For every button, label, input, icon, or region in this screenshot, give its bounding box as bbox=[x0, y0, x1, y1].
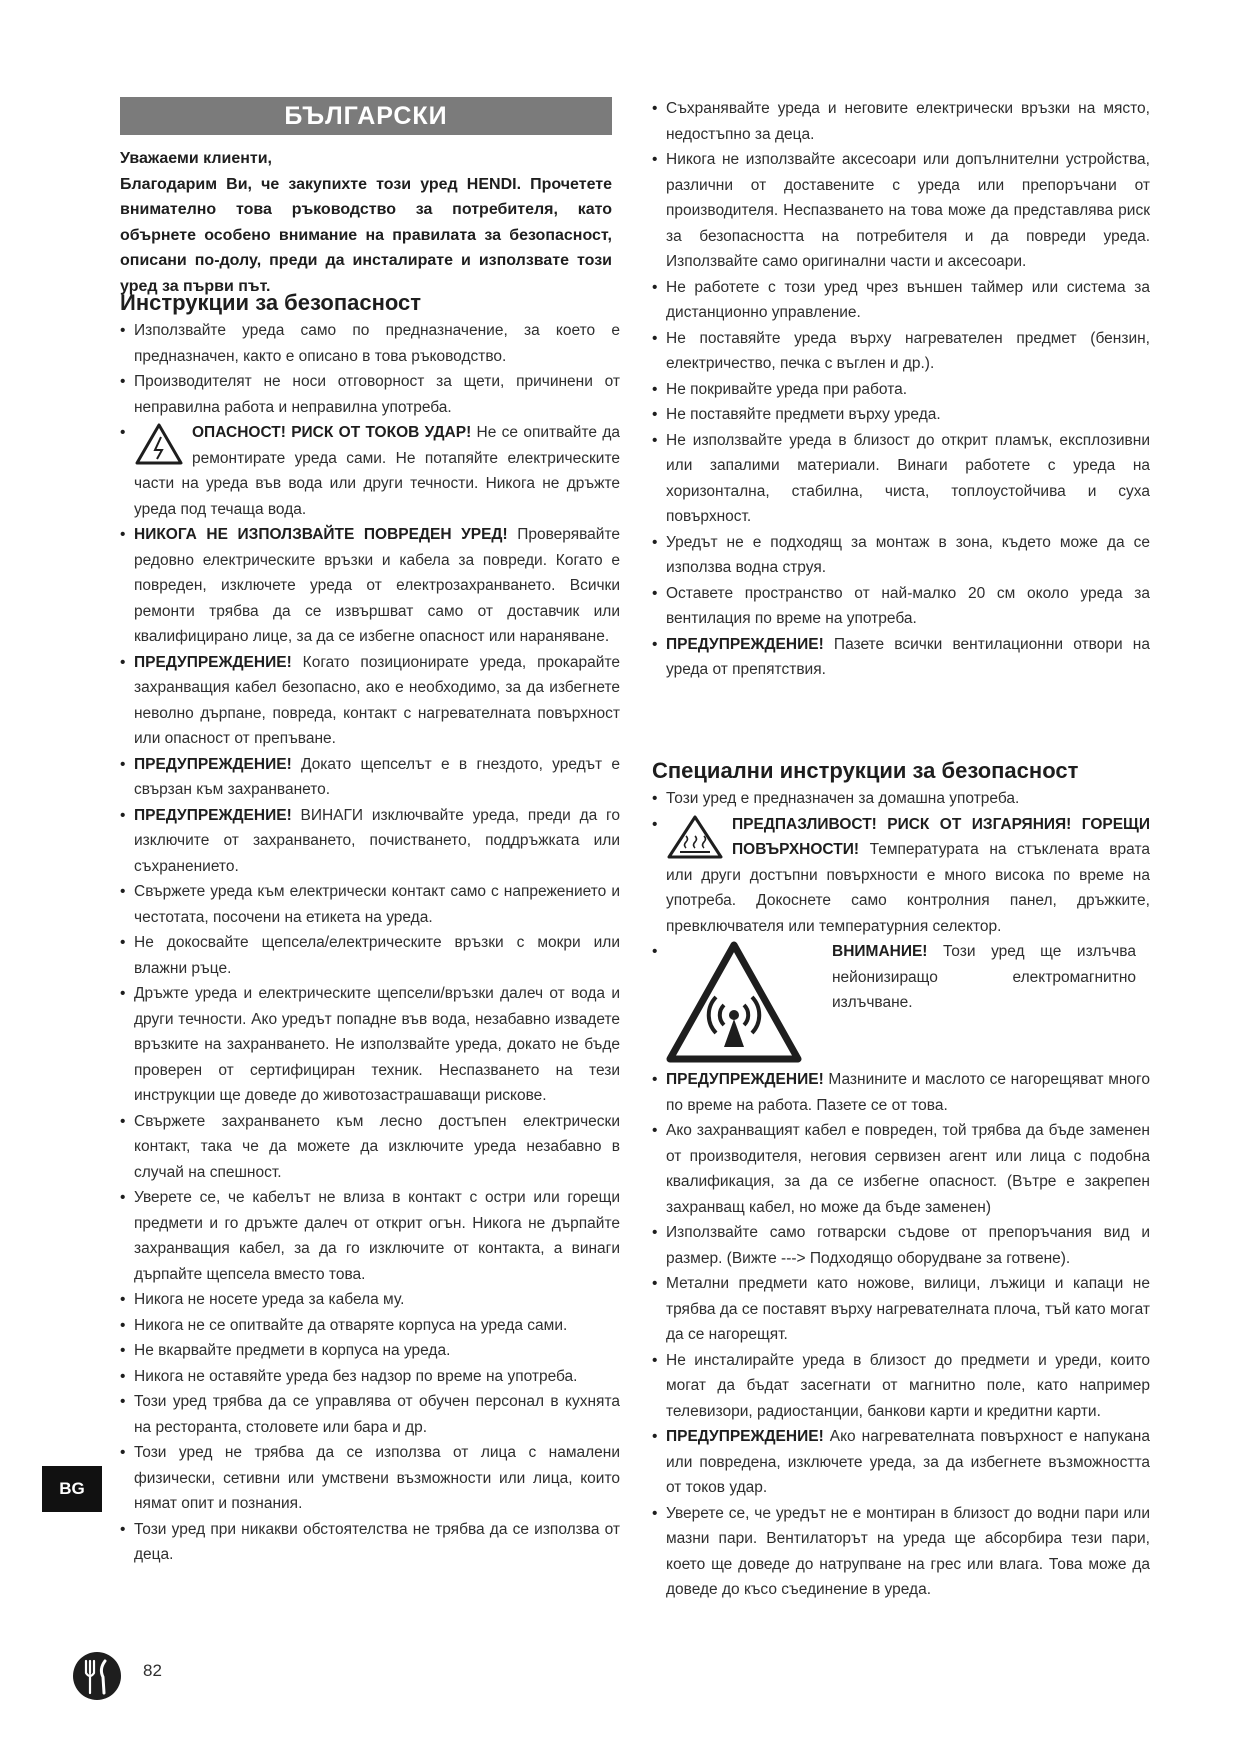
hot-surface-warning-icon bbox=[666, 814, 724, 860]
safety-list-left bbox=[120, 318, 620, 1568]
list-item: • Не инсталирайте уреда в близост до предмети и уреди, които могат да бъдат засегнати от магнитно поле, като например телевизори, радиостанции, банкови карти и кредитни карти. bbox=[652, 1348, 1150, 1425]
list-item: • ПРЕДУПРЕЖДЕНИЕ! Когато позиционирате уреда, прокарайте захранващия кабел безопасно, ако е необходимо, за да избегнете неволно дърпане, повреда, контакт с нагревателната повърхност или опасност от препъване. bbox=[120, 650, 620, 752]
list-item: • Никога не оставяйте уреда без надзор по време на употреба. bbox=[120, 1364, 620, 1390]
language-banner: БЪЛГАРСКИ bbox=[120, 97, 612, 135]
list-item: • Използвайте уреда само по предназначение, за което е предназначен, както е описано в това ръководство. bbox=[120, 318, 620, 369]
list-item: • Уредът не е подходящ за монтаж в зона, където може да се използва водна струя. bbox=[652, 530, 1150, 581]
list-item: • Не поставяйте уреда върху нагревателен предмет (бензин, електричество, печка с въглен и др.). bbox=[652, 326, 1150, 377]
intro-text bbox=[120, 146, 612, 299]
list-item: • Не докосвайте щепсела/електрическите връзки с мокри или влажни ръце. bbox=[120, 930, 620, 981]
list-item: • Свържете уреда към електрически контакт само с напрежението и честотата, посочени на етикета на уреда. bbox=[120, 879, 620, 930]
list-item: • Метални предмети като ножове, вилици, лъжици и капаци не трябва да се поставят върху нагревателната плоча, тъй като могат да се нагорещят. bbox=[652, 1271, 1150, 1348]
list-item: • Оставете пространство от най-малко 20 см около уреда за вентилация по време на употреба. bbox=[652, 581, 1150, 632]
list-item: • Не вкарвайте предмети в корпуса на уреда. bbox=[120, 1338, 620, 1364]
special-heading: Специални инструкции за безопасност bbox=[652, 758, 1079, 783]
list-item: • Не работете с този уред чрез външен таймер или система за дистанционно управление. bbox=[652, 275, 1150, 326]
list-item: • Този уред е предназначен за домашна употреба. bbox=[652, 786, 1150, 812]
list-item: • Производителят не носи отговорност за щети, причинени от неправилна работа и неправилна употреба. bbox=[120, 369, 620, 420]
list-item: • Този уред трябва да се управлява от обучен персонал в кухнята на ресторанта, столовете или бара и др. bbox=[120, 1389, 620, 1440]
greeting: Уважаеми клиенти, bbox=[120, 150, 272, 167]
list-item: • Този уред при никакви обстоятелства не трябва да се използва от деца. bbox=[120, 1517, 620, 1568]
non-ionizing-radiation-icon bbox=[666, 939, 802, 1065]
language-tab: BG bbox=[42, 1466, 102, 1512]
safety-list-right bbox=[652, 96, 1150, 683]
list-item: • Не покривайте уреда при работа. bbox=[652, 377, 1150, 403]
list-item: • Уверете се, че уредът не е монтиран в близост до водни пари или мазни пари. Вентилаторът на уреда ще абсорбира тези пари, което ще доведе до натрупване на грес или влага. Това може да доведе до късо съединение в уреда. bbox=[652, 1501, 1150, 1603]
special-list bbox=[652, 786, 1150, 1603]
list-item: • ПРЕДУПРЕЖДЕНИЕ! Ако нагревателната повърхност е напукана или повредена, изключете уреда, за да избегнете възможността от токов удар. bbox=[652, 1424, 1150, 1501]
page-number: 82 bbox=[143, 1661, 162, 1680]
list-item: • ПРЕДПАЗЛИВОСТ! РИСК ОТ ИЗГАРЯНИЯ! ГОРЕЩИ ПОВЪРХНОСТИ! Температурата на стъклената врата или други достъпни повърхности е много висока по време на употреба. Докоснете само контролния панел, дръжките, превключвателя или температурния селектор. bbox=[652, 812, 1150, 940]
list-item: • Този уред не трябва да се използва от лица с намалени физически, сетивни или умствени възможности или лица, които нямат опит и познания. bbox=[120, 1440, 620, 1517]
list-item: • Свържете захранването към лесно достъпен електрически контакт, така че да можете да изключите уреда незабавно в случай на спешност. bbox=[120, 1109, 620, 1186]
list-item: • ПРЕДУПРЕЖДЕНИЕ! ВИНАГИ изключвайте уреда, преди да го изключите от захранването, почистването, поддръжката или съхранението. bbox=[120, 803, 620, 880]
list-item: • Никога не носете уреда за кабела му. bbox=[120, 1287, 620, 1313]
list-item: • ПРЕДУПРЕЖДЕНИЕ! Докато щепселът е в гнездото, уредът е свързан към захранването. bbox=[120, 752, 620, 803]
list-item: • Съхранявайте уреда и неговите електрически връзки на място, недостъпно за деца. bbox=[652, 96, 1150, 147]
list-item: • НИКОГА НЕ ИЗПОЛЗВАЙТЕ ПОВРЕДЕН УРЕД! Проверявайте редовно електрическите връзки и кабела за повреди. Когато е повреден, изключете уреда от електрозахранването. Всички ремонти трябва да се извършват само от доставчик или квалифицирано лице, за да се избегне опасност или нараняване. bbox=[120, 522, 620, 650]
list-item: • ОПАСНОСТ! РИСК ОТ ТОКОВ УДАР! Не се опитвайте да ремонтирате уреда сами. Не потапяйте електрическите части на уреда във вода или други течности. Никога не дръжте уреда под течаща вода. bbox=[120, 420, 620, 522]
list-item bbox=[652, 939, 1150, 1067]
radiation-warning-text: • ВНИМАНИЕ! Този уред ще излъчва нейонизиращо електромагнитно излъчване. bbox=[832, 943, 1136, 1011]
list-item: • ПРЕДУПРЕЖДЕНИЕ! Мазнините и маслото се нагорещяват много по време на работа. Пазете се от това. bbox=[652, 1067, 1150, 1118]
cutlery-logo-icon bbox=[72, 1651, 122, 1701]
list-item: • ПРЕДУПРЕЖДЕНИЕ! Пазете всички вентилационни отвори на уреда от препятствия. bbox=[652, 632, 1150, 683]
list-item: • Ако захранващият кабел е повреден, той трябва да бъде заменен от производителя, неговия сервизен агент или лица с подобна квалификация, за да се избегне опасност. (Вътре е закрепен захранващ кабел, но може да бъде заменен) bbox=[652, 1118, 1150, 1220]
list-item: • Уверете се, че кабелът не влиза в контакт с остри или горещи предмети и го дръжте далеч от открит огън. Никога не дърпайте захранващия кабел, за да го изключите от контакта, а винаги дърпайте щепсела вместо това. bbox=[120, 1185, 620, 1287]
list-item: • Никога не се опитвайте да отваряте корпуса на уреда сами. bbox=[120, 1313, 620, 1339]
safety-heading: Инструкции за безопасност bbox=[120, 290, 422, 315]
list-item: • Дръжте уреда и електрическите щепсели/връзки далеч от вода и други течности. Ако уредът попадне във вода, незабавно извадете връзките на захранването. Не използвайте уреда, докато не бъде проверен от сертифициран техник. Неспазването на тези инструкции ще доведе до животозастрашаващи рискове. bbox=[120, 981, 620, 1109]
list-item: • Не използвайте уреда в близост до открит пламък, експлозивни или запалими материали. Винаги работете с уреда на хоризонтална, стабилна, чиста, топлоустойчива и суха повърхност. bbox=[652, 428, 1150, 530]
list-item: • Използвайте само готварски съдове от препоръчания вид и размер. (Вижте ---> Подходящо оборудване за готвене). bbox=[652, 1220, 1150, 1271]
list-item: • Никога не използвайте аксесоари или допълнителни устройства, различни от доставените с уреда или препоръчани от производителя. Неспазването на това може да представлява риск за безопасността на потребителя и да повреди уреда. Използвайте само оригинални части и аксесоари. bbox=[652, 147, 1150, 275]
list-item: • Не поставяйте предмети върху уреда. bbox=[652, 402, 1150, 428]
electric-shock-warning-icon bbox=[134, 422, 184, 466]
intro-paragraph: Благодарим Ви, че закупихте този уред HENDI. Прочетете внимателно това ръководство за потребителя, като обърнете особено внимание на правилата за безопасност, описани по-долу, преди да инсталирате и използвате този уред за първи път. bbox=[120, 175, 612, 295]
